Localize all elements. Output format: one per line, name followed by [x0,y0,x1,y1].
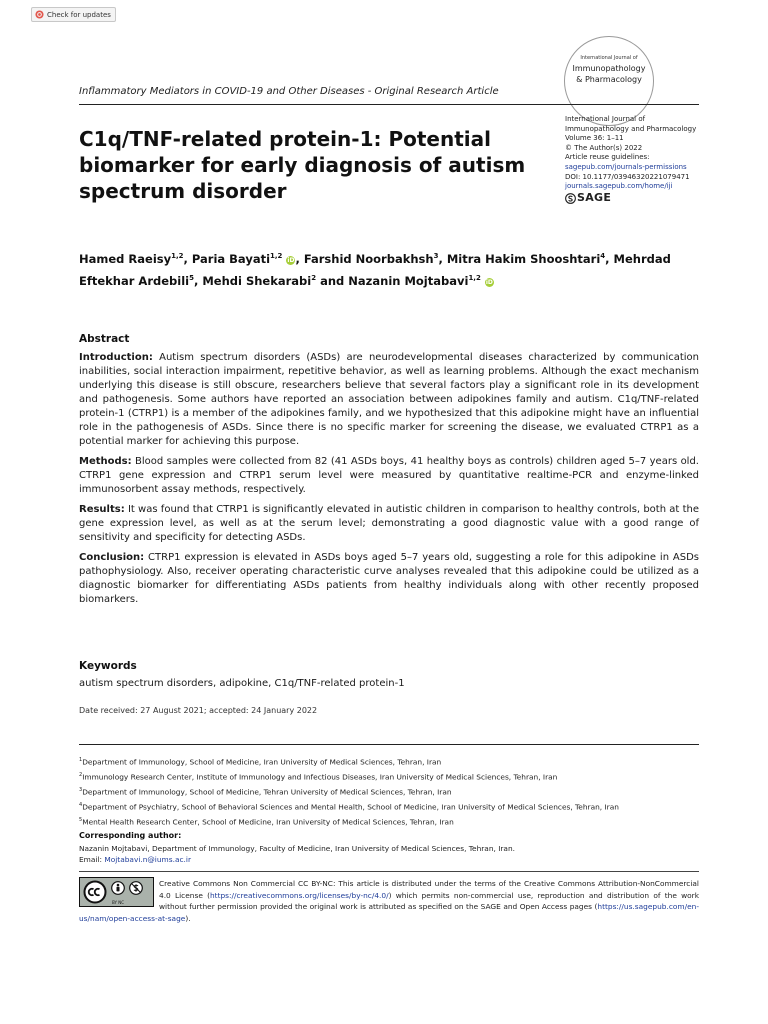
author [79,252,192,266]
affiliation-item [79,799,709,814]
author-affiliation-sup: 5 [189,273,194,282]
affiliation-number: 5 [79,816,83,823]
affiliation-text: Department of Immunology, School of Medicine, Iran University of Medical Sciences, Tehran, Iran [82,757,442,767]
author-affiliation-sup: 4 [600,252,606,260]
corresponding-email-row [79,854,699,865]
author [202,274,348,288]
meta-reuse-link[interactable]: sagepub.com/journals-permissions [565,162,687,171]
author [348,274,494,288]
affiliation-item [79,814,709,829]
keywords-heading: Keywords [79,660,137,672]
corresponding-author [79,843,699,865]
abstract-introduction [79,351,699,449]
meta-copyright: © The Author(s) 2022 [565,143,643,152]
methods-text: Blood samples were collected from 82 (41 ASDs boys, 41 healthy boys as controls) children aged 5–7 years old. CTRP1 gene expression and CTRP1 serum level were measured by quantitative realtime-PCR and enzyme-linked immunosorbent assay methods, respectively. [79,456,699,495]
author-separator: , [183,251,192,266]
author [192,252,304,266]
author-affiliation-sup: 2 [311,273,317,282]
affiliation-number: 3 [79,786,83,793]
corresponding-line: Nazanin Mojtabavi, Department of Immunology, Faculty of Medicine, Iran University of Medical Sciences, Tehran, Iran. [79,844,515,853]
affiliation-number: 2 [79,771,83,778]
article-series: Inflammatory Mediators in COVID-19 and Other Diseases - Original Research Article [79,86,499,97]
check-updates-label: Check for updates [47,10,111,19]
author-separator: , [193,273,203,288]
author-name: Paria Bayati [191,251,271,266]
abstract-conclusion [79,551,699,607]
author-name: Mehdi Shekarabi [202,273,312,288]
check-for-updates-button[interactable] [31,7,116,22]
abstract-heading: Abstract [79,333,130,345]
author-separator: and [316,273,349,288]
affiliation-item [79,769,709,784]
results-label: Results: [79,504,125,515]
meta-reuse-label: Article reuse guidelines: [565,153,650,162]
author-affiliation-sup: 1,2 [270,252,283,260]
license-text-part2: ) which permits non-commercial use, reproduction and distribution of the work without further permission provided the original work is attributed as specified on the SAGE and Open Access pages ( [159,890,699,911]
journal-logo-name-line1: Immunopathology [572,64,646,73]
author-list [79,247,719,291]
abstract-body [79,351,699,613]
affiliation-text: Department of Immunology, School of Medicine, Tehran University of Medical Sciences, Tehran, Iran [82,787,452,797]
author-name: Hamed Raeisy [79,251,172,266]
keywords-text: autism spectrum disorders, adipokine, C1q/TNF-related protein-1 [79,678,405,689]
conclusion-label: Conclusion: [79,552,145,563]
meta-journal-line1: International Journal of [565,115,646,123]
meta-volume: Volume 36: 1–11 [565,134,624,143]
license-divider [79,871,699,872]
affiliation-item [79,754,709,769]
affiliation-number: 1 [79,757,83,763]
affiliation-text: Department of Psychiatry, School of Behavioral Sciences and Mental Health, School of Medicine, Iran University of Medical Sciences, Tehran, Iran [82,802,619,812]
author-name: Farshid Noorbakhsh [303,251,434,266]
abstract-methods [79,455,699,497]
author-separator: , [295,251,304,266]
article-title: C1q/TNF-related protein-1: Potential biomarker for early diagnosis of autism spectrum disorder [79,127,526,203]
license-text-part3: ). [185,913,191,923]
author-affiliation-sup: 1,2 [468,273,481,282]
author-name: Mehrdad Eftekhar Ardebili [79,251,671,288]
author [447,252,614,266]
conclusion-text: CTRP1 expression is elevated in ASDs boys aged 5–7 years old, suggesting a role for this adipokine in ASDs pathophysiology. Also, receiver operating characteristic curve analyses revealed that this adipokine could be utilized as a diagnostic biomarker for differentiating ASDs patients from healthy individuals along with other recently proposed biomarkers. [79,552,699,605]
meta-doi: DOI: 10.1177/03946320221079471 [565,172,690,181]
journal-logo-name-line2: & Pharmacology [576,75,642,84]
license-badge-spacer [79,878,159,912]
publisher-name: SAGE [577,191,612,205]
license-text [79,878,699,924]
journal-logo-small-text: International Journal of [580,55,638,61]
author-separator: , [438,251,447,266]
meta-journal-link[interactable]: journals.sagepub.com/home/iji [565,182,673,191]
author-separator: , [605,251,614,266]
cc-badge-by-label: BY NC [112,900,125,905]
license-link-sage[interactable]: https://us.sagepub.com/en-us/nam/open-access-at-sage [79,902,699,923]
meta-journal-line2: Immunopathology and Pharmacology [565,124,697,133]
abstract-results [79,503,699,545]
journal-logo [564,36,654,126]
footnote-divider [79,744,699,745]
sage-s-icon [565,193,576,204]
methods-label: Methods: [79,456,132,467]
update-check-icon [35,10,44,19]
header-divider [79,104,699,105]
license-link-cc[interactable]: https://creativecommons.org/licenses/by-nc/4.0/ [210,890,389,900]
email-link[interactable]: Mojtabavi.n@iums.ac.ir [104,855,191,864]
affiliation-list [79,754,709,829]
license-text-part1: Creative Commons Non Commercial CC BY-NC: This article is distributed under the terms of the Creative Commons Attribution-NonCommercial 4.0 License ( [159,879,699,900]
author-affiliation-sup: 3 [433,252,439,260]
introduction-label: Introduction: [79,352,153,363]
author [304,252,447,266]
corresponding-heading: Corresponding author: [79,831,182,840]
journal-meta [565,115,715,204]
author-affiliation-sup: 1,2 [171,252,184,260]
author-name: Mitra Hakim Shooshtari [446,251,601,266]
affiliation-text: Immunology Research Center, Institute of Immunology and Infectious Diseases, Iran University of Medical Sciences, Tehran, Iran [82,772,558,782]
affiliation-item [79,784,709,799]
affiliation-number: 4 [79,801,83,808]
orcid-icon[interactable]: iD [287,256,295,264]
orcid-icon[interactable]: iD [485,278,493,286]
introduction-text: Autism spectrum disorders (ASDs) are neurodevelopmental diseases characterized by communication inabilities, social interaction impairment, repetitive behavior, as well as learning problems. Although the exact mechanism underlying this disease is still obscure, researchers believe that several factors play a significant role in its development and pathogenesis. Some authors have reported an association between adipokines family and autism. C1q/TNF-related protein-1 (CTRP1) is a member of the adipokines family, and we hypothesized that this adipokine might have an influential role in the pathogenesis of ASDs. Since there is no specific marker for screening the disease, we evaluated CTRP1 as a potential marker for achieving this purpose. [79,352,700,447]
author-name: Nazanin Mojtabavi [348,273,469,288]
publisher-logo [565,193,715,204]
article-dates: Date received: 27 August 2021; accepted: 24 January 2022 [79,706,318,715]
affiliation-text: Mental Health Research Center, School of Medicine, Iran University of Medical Sciences, Tehran, Iran [82,817,454,827]
results-text: It was found that CTRP1 is significantly elevated in autistic children in comparison to healthy controls, both at the gene expression level, as well as at the serum level; demonstrating a good diagnostic value with a good range of sensitivity and specificity for detecting ASDs. [79,504,699,543]
email-label: Email: [79,855,102,864]
